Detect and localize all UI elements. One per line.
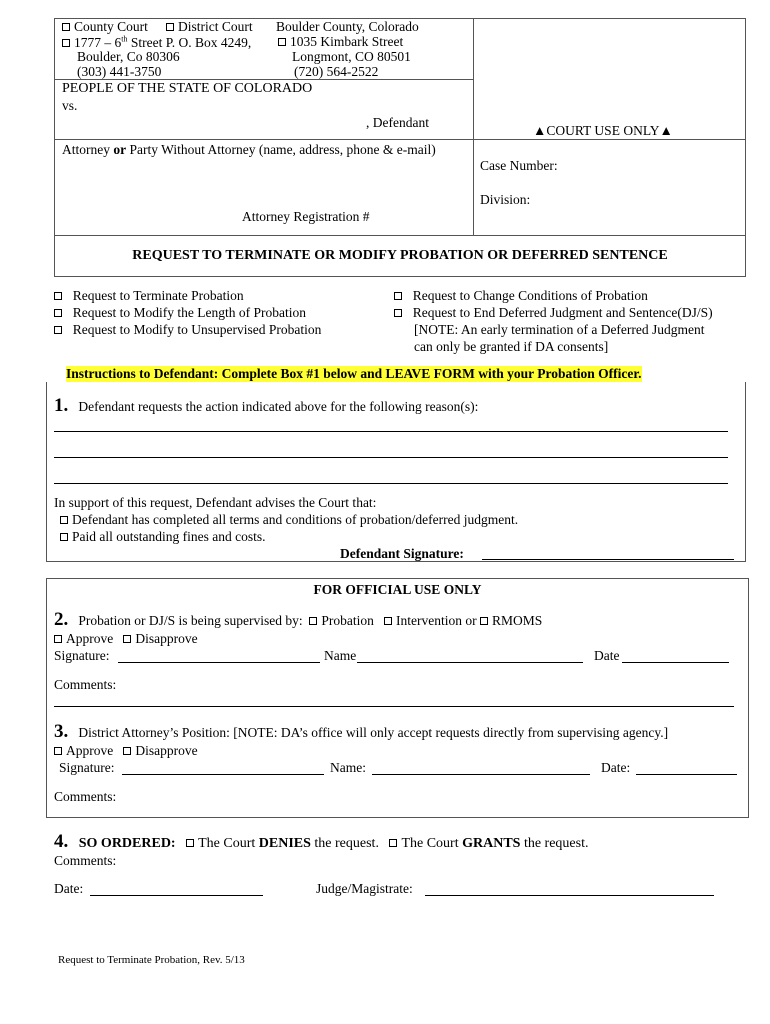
box2-decisions	[54, 631, 198, 647]
request-terminate-option[interactable]	[54, 288, 244, 304]
box1-number: 1.	[54, 395, 69, 416]
agency-probation-option[interactable]	[309, 613, 374, 628]
judge-signature-line[interactable]	[425, 895, 714, 896]
district-court-checkbox[interactable]	[166, 23, 174, 31]
agency-intervention-checkbox[interactable]	[384, 617, 392, 625]
longmont-court-checkbox[interactable]	[278, 38, 286, 46]
so-ordered-label: SO ORDERED:	[78, 836, 176, 851]
versus-label: vs.	[62, 98, 78, 113]
request-change-conditions-option[interactable]	[394, 288, 648, 304]
box3-text: District Attorney’s Position: [NOTE: DA’s office will only accept requests directly from supervising agency.]	[78, 725, 669, 740]
attorney-heading-post: Party Without Attorney (name, address, phone & e-mail)	[126, 142, 436, 157]
request-unsupervised-option[interactable]	[54, 322, 321, 338]
official-use-header: FOR OFFICIAL USE ONLY	[313, 582, 482, 597]
box3-name-label: Name:	[330, 760, 366, 775]
county-court-option[interactable]	[62, 19, 148, 35]
box3-signature-line[interactable]	[122, 774, 324, 775]
division-label: Division:	[480, 192, 531, 207]
court-grants-option[interactable]	[389, 836, 588, 851]
box2-approve-option[interactable]	[54, 631, 113, 646]
court-denies-bold: DENIES	[258, 836, 311, 851]
request-unsupervised-checkbox[interactable]	[54, 326, 62, 334]
court-denies-option[interactable]	[186, 836, 379, 851]
box3-number: 3.	[54, 721, 69, 742]
longmont-court-address: 1035 Kimbark Street	[290, 34, 404, 49]
box3-disapprove-checkbox[interactable]	[123, 747, 131, 755]
box3-position	[54, 721, 668, 743]
defendant-signature-line[interactable]	[482, 559, 734, 560]
paid-fines-option[interactable]	[60, 529, 265, 545]
request-terminate-label: Request to Terminate Probation	[72, 288, 244, 303]
box1-reason-prompt	[54, 395, 478, 417]
box2-date-line[interactable]	[622, 662, 729, 663]
box2-disapprove-option[interactable]	[123, 631, 197, 646]
court-denies-checkbox[interactable]	[186, 839, 194, 847]
request-change-conditions-label: Request to Change Conditions of Probation	[412, 288, 648, 303]
box4-order	[54, 831, 588, 853]
attorney-heading-pre: Attorney	[62, 142, 114, 157]
request-end-deferred-option[interactable]	[394, 305, 713, 321]
box2-name-label: Name	[324, 648, 357, 663]
request-change-conditions-checkbox[interactable]	[394, 292, 402, 300]
box1-text: Defendant requests the action indicated above for the following reason(s):	[78, 399, 479, 414]
court-denies-post: the request.	[310, 836, 379, 851]
agency-intervention-label: Intervention or	[396, 613, 477, 628]
caption-rule-attorney	[54, 235, 746, 236]
defendant-label: , Defendant	[366, 115, 429, 130]
court-grants-checkbox[interactable]	[389, 839, 397, 847]
box4-date-line[interactable]	[90, 895, 263, 896]
request-terminate-checkbox[interactable]	[54, 292, 62, 300]
instructions-banner: Instructions to Defendant: Complete Box #1 below and LEAVE FORM with your Probation Officer.	[66, 366, 642, 381]
longmont-city: Longmont, CO 80501	[292, 49, 411, 64]
deferred-note-line2: can only be granted if DA consents]	[414, 339, 609, 354]
box2-disapprove-checkbox[interactable]	[123, 635, 131, 643]
court-grants-post: the request.	[520, 836, 589, 851]
box2-approve-label: Approve	[66, 631, 114, 646]
agency-probation-checkbox[interactable]	[309, 617, 317, 625]
case-number-label: Case Number:	[480, 158, 558, 173]
deferred-note-line1: [NOTE: An early termination of a Deferred Judgment	[414, 322, 705, 337]
completed-terms-label: Defendant has completed all terms and conditions of probation/deferred judgment.	[72, 512, 519, 527]
paid-fines-checkbox[interactable]	[60, 533, 68, 541]
longmont-phone: (720) 564-2522	[294, 64, 379, 79]
attorney-heading-or: or	[113, 142, 127, 157]
box3-approve-checkbox[interactable]	[54, 747, 62, 755]
box2-approve-checkbox[interactable]	[54, 635, 62, 643]
boulder-city: Boulder, Co 80306	[77, 49, 180, 64]
reason-line-3[interactable]	[54, 483, 728, 484]
caption-divider	[473, 18, 474, 235]
box2-date-label: Date	[594, 648, 620, 663]
box2-signature-line[interactable]	[118, 662, 320, 663]
request-end-deferred-checkbox[interactable]	[394, 309, 402, 317]
box3-date-line[interactable]	[636, 774, 737, 775]
court-grants-pre: The Court	[401, 836, 463, 851]
agency-probation-label: Probation	[321, 613, 374, 628]
box3-name-line[interactable]	[372, 774, 590, 775]
boulder-court-address: 1777 – 6th Street P. O. Box 4249,	[74, 34, 252, 50]
county-court-checkbox[interactable]	[62, 23, 70, 31]
reason-line-2[interactable]	[54, 457, 728, 458]
attorney-registration: Attorney Registration #	[242, 209, 370, 224]
request-unsupervised-label: Request to Modify to Unsupervised Probation	[72, 322, 322, 337]
box4-date-label: Date:	[54, 881, 84, 896]
box3-date-label: Date:	[601, 760, 631, 775]
agency-rmoms-label: RMOMS	[491, 613, 543, 628]
box3-signature-label: Signature:	[59, 760, 115, 775]
longmont-court-option[interactable]	[278, 34, 403, 50]
box3-disapprove-label: Disapprove	[135, 743, 198, 758]
box3-approve-label: Approve	[66, 743, 114, 758]
completed-terms-checkbox[interactable]	[60, 516, 68, 524]
box2-disapprove-label: Disapprove	[135, 631, 198, 646]
box2-supervision	[54, 609, 542, 631]
defendant-signature-label: Defendant Signature:	[340, 546, 464, 561]
reason-line-1[interactable]	[54, 431, 728, 432]
box3-decisions	[54, 743, 198, 759]
agency-rmoms-option[interactable]	[480, 613, 542, 628]
box3-comments-label: Comments:	[54, 789, 117, 804]
district-court-label: District Court	[178, 19, 253, 34]
form-title: REQUEST TO TERMINATE OR MODIFY PROBATION OR DEFERRED SENTENCE	[132, 248, 668, 263]
box2-text: Probation or DJ/S is being supervised by:	[78, 613, 303, 628]
box3-disapprove-option[interactable]	[123, 743, 197, 758]
request-end-deferred-label: Request to End Deferred Judgment and Sentence(DJ/S)	[412, 305, 713, 320]
box3-approve-option[interactable]	[54, 743, 113, 758]
box4-number: 4.	[54, 831, 69, 852]
agency-intervention-option[interactable]	[384, 613, 477, 628]
district-court-option[interactable]	[166, 19, 253, 35]
court-grants-bold: GRANTS	[462, 836, 521, 851]
box2-comments-label: Comments:	[54, 677, 117, 692]
request-modify-length-label: Request to Modify the Length of Probation	[72, 305, 306, 320]
caption-rule-parties	[54, 139, 746, 140]
county-court-label: County Court	[74, 19, 148, 34]
box2-name-line[interactable]	[357, 662, 583, 663]
boulder-phone: (303) 441-3750	[77, 64, 162, 79]
box2-number: 2.	[54, 609, 69, 630]
boulder-court-checkbox[interactable]	[62, 39, 70, 47]
attorney-heading	[62, 142, 436, 158]
court-denies-pre: The Court	[198, 836, 259, 851]
box2-signature-label: Signature:	[54, 648, 110, 663]
form-footer: Request to Terminate Probation, Rev. 5/13	[58, 954, 245, 966]
court-use-only: ▲COURT USE ONLY▲	[533, 123, 673, 138]
request-modify-length-option[interactable]	[54, 305, 306, 321]
paid-fines-label: Paid all outstanding fines and costs.	[72, 529, 266, 544]
court-county-name: Boulder County, Colorado	[276, 19, 419, 34]
plaintiff-name: PEOPLE OF THE STATE OF COLORADO	[62, 81, 313, 96]
completed-terms-option[interactable]	[60, 512, 518, 528]
agency-rmoms-checkbox[interactable]	[480, 617, 488, 625]
ordinal-suffix: th	[121, 34, 128, 43]
box4-comments-label: Comments:	[54, 853, 117, 868]
judge-label: Judge/Magistrate:	[316, 881, 413, 896]
request-modify-length-checkbox[interactable]	[54, 309, 62, 317]
box2-comments-line[interactable]	[54, 706, 734, 707]
support-text: In support of this request, Defendant advises the Court that:	[54, 495, 377, 510]
